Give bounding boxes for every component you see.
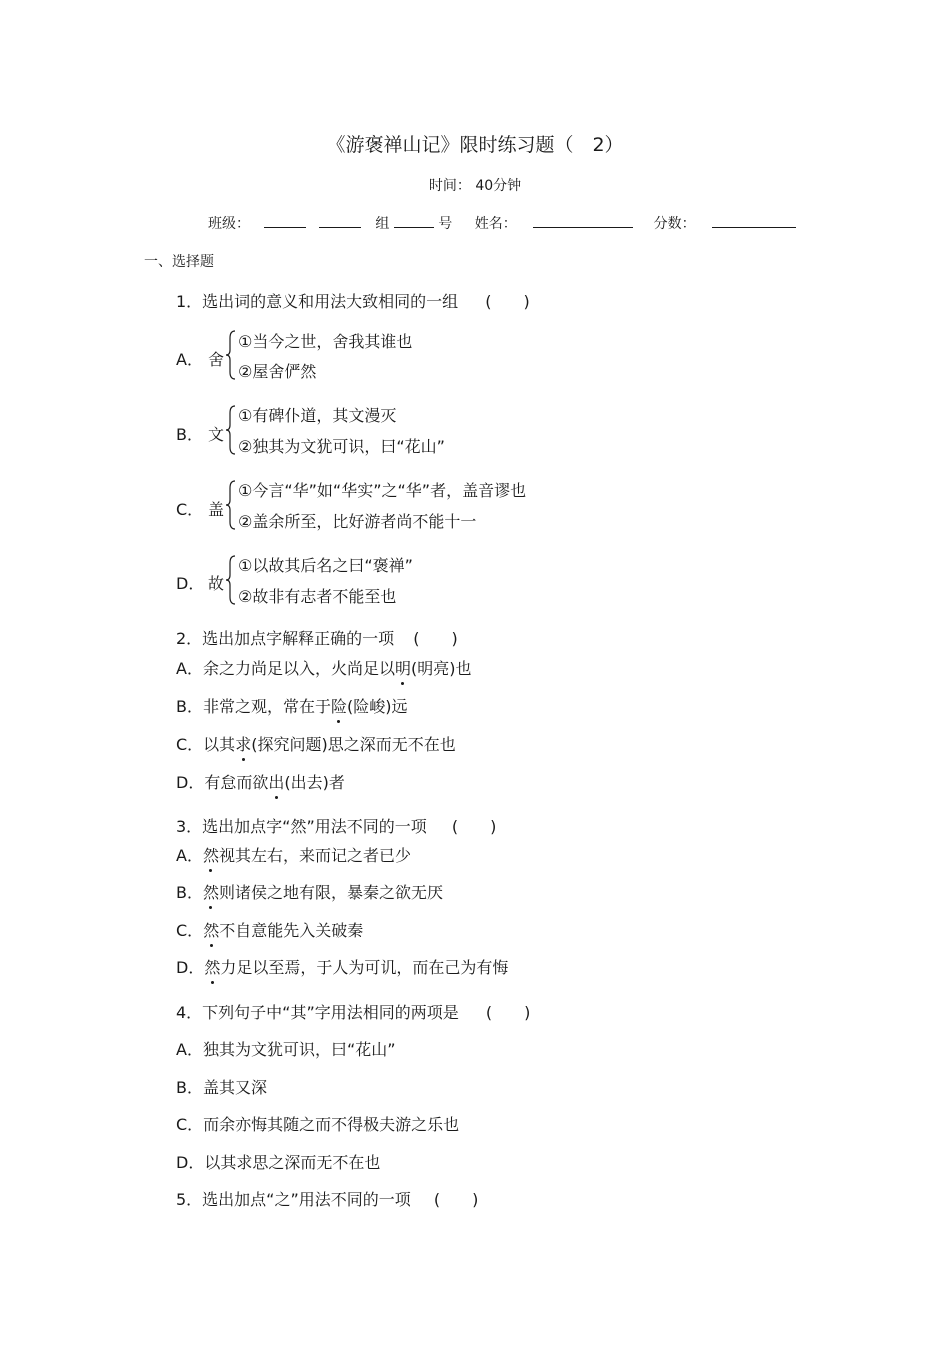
option-keyword: 故 [208,574,225,593]
option-line-2: ②盖余所至，比好游者尚不能十一 [238,512,477,531]
option-text: (险峻)远 [347,697,408,716]
option-text: (探究问题)思之深而无不在也 [251,735,456,754]
question-2-stem: 2．选出加点字解释正确的一项 [176,629,395,648]
class-blank[interactable] [264,213,306,228]
score-label: 分数： [653,216,696,232]
brace-icon [226,555,236,605]
option-text: A．余之力尚足以入，火尚足以 [176,659,395,678]
option-letter: B． [176,425,203,444]
q3-option-a [176,843,411,866]
option-keyword: 舍 [208,350,225,369]
question-1 [176,289,530,312]
option-text: 不自意能先入关破秦 [219,921,364,940]
option-line-1: ①今言“华”如“华实”之“华”者，盖音谬也 [238,481,527,500]
option-letter: B． [176,883,203,902]
option-text: 则诸侯之地有限，暴秦之欲无厌 [219,883,444,902]
dotted-char: 然 [203,918,219,941]
q3-option-d [176,955,508,978]
option-letter: C． [176,500,204,519]
question-4 [176,1000,530,1023]
q3-option-c [176,918,363,941]
option-letter: A． [176,846,203,865]
answer-paren[interactable]: ( ) [485,1003,531,1022]
option-letter: D． [176,574,205,593]
option-keyword: 文 [208,425,225,444]
option-text: (出去)者 [284,773,345,792]
dotted-char: 险 [331,694,347,717]
dotted-char: 出 [268,770,284,793]
option-line-2: ②独其为文犹可识，曰“花山” [238,437,445,456]
option-text: D．有怠而欲 [176,773,269,792]
option-line-2: ②屋舍俨然 [238,362,317,381]
class-label: 班级： [208,216,250,232]
dotted-char: 求 [235,732,251,755]
dotted-char: 明 [395,656,411,679]
group-blank[interactable] [394,213,434,228]
question-2 [176,626,458,649]
time-limit [0,175,950,195]
question-5 [176,1187,478,1210]
question-5-stem: 5．选出加点“之”用法不同的一项 [176,1190,411,1209]
brace-icon [226,405,236,455]
option-keyword: 盖 [208,500,225,519]
option-text: C．以其 [176,735,236,754]
option-text: 视其左右，来而记之者已少 [218,846,411,865]
question-1-stem: 1．选出词的意义和用法大致相同的一组 [176,292,459,311]
option-letter: C． [176,921,204,940]
question-3 [176,814,496,837]
option-text: (明亮)也 [410,659,472,678]
q4-option-d: D．以其求思之深而无不在也 [176,1153,381,1172]
score-blank[interactable] [712,213,796,228]
q4-option-b: B．盖其又深 [176,1078,267,1097]
group-label: 组 [375,216,390,232]
dotted-char: 然 [203,880,219,903]
dotted-char: 然 [204,955,220,978]
q2-option-c [176,732,456,755]
option-line-1: ①有碑仆道，其文漫灭 [238,406,397,425]
name-blank[interactable] [533,213,633,228]
option-text: B．非常之观，常在于 [176,697,331,716]
q4-option-c: C．而余亦悔其随之而不得极夫游之乐也 [176,1115,460,1134]
name-label: 姓名： [474,216,517,232]
brace-icon [226,480,236,530]
dotted-char: 然 [203,843,219,866]
time-value: 40分钟 [475,178,522,194]
brace-icon [226,330,236,380]
q2-option-b [176,694,408,717]
q2-option-a [176,656,471,679]
section-heading: 一、选择题 [144,254,214,270]
option-letter: A． [176,350,203,369]
question-4-stem: 4．下列句子中“其”字用法相同的两项是 [176,1003,459,1022]
option-line-1: ①以故其后名之曰“褒禅” [238,556,413,575]
answer-paren[interactable]: ( ) [413,629,458,648]
student-info-row [208,213,796,233]
option-letter: D． [176,958,205,977]
q3-option-b [176,880,443,903]
option-text: 力足以至焉，于人为可讥，而在己为有悔 [220,958,509,977]
number-label: 号 [438,216,453,232]
page-title: 《游褒禅山记》限时练习题（ 2） [326,134,624,156]
class-blank-2[interactable] [319,213,361,228]
question-3-stem: 3．选出加点字“然”用法不同的一项 [176,817,427,836]
answer-paren[interactable]: ( ) [433,1190,479,1209]
option-line-2: ②故非有志者不能至也 [238,587,397,606]
answer-paren[interactable]: ( ) [485,292,530,311]
time-label: 时间： [428,178,471,194]
q2-option-d [176,770,345,793]
option-line-1: ①当今之世，舍我其谁也 [238,332,413,351]
q4-option-a: A．独其为文犹可识，曰“花山” [176,1040,396,1059]
answer-paren[interactable]: ( ) [451,817,497,836]
